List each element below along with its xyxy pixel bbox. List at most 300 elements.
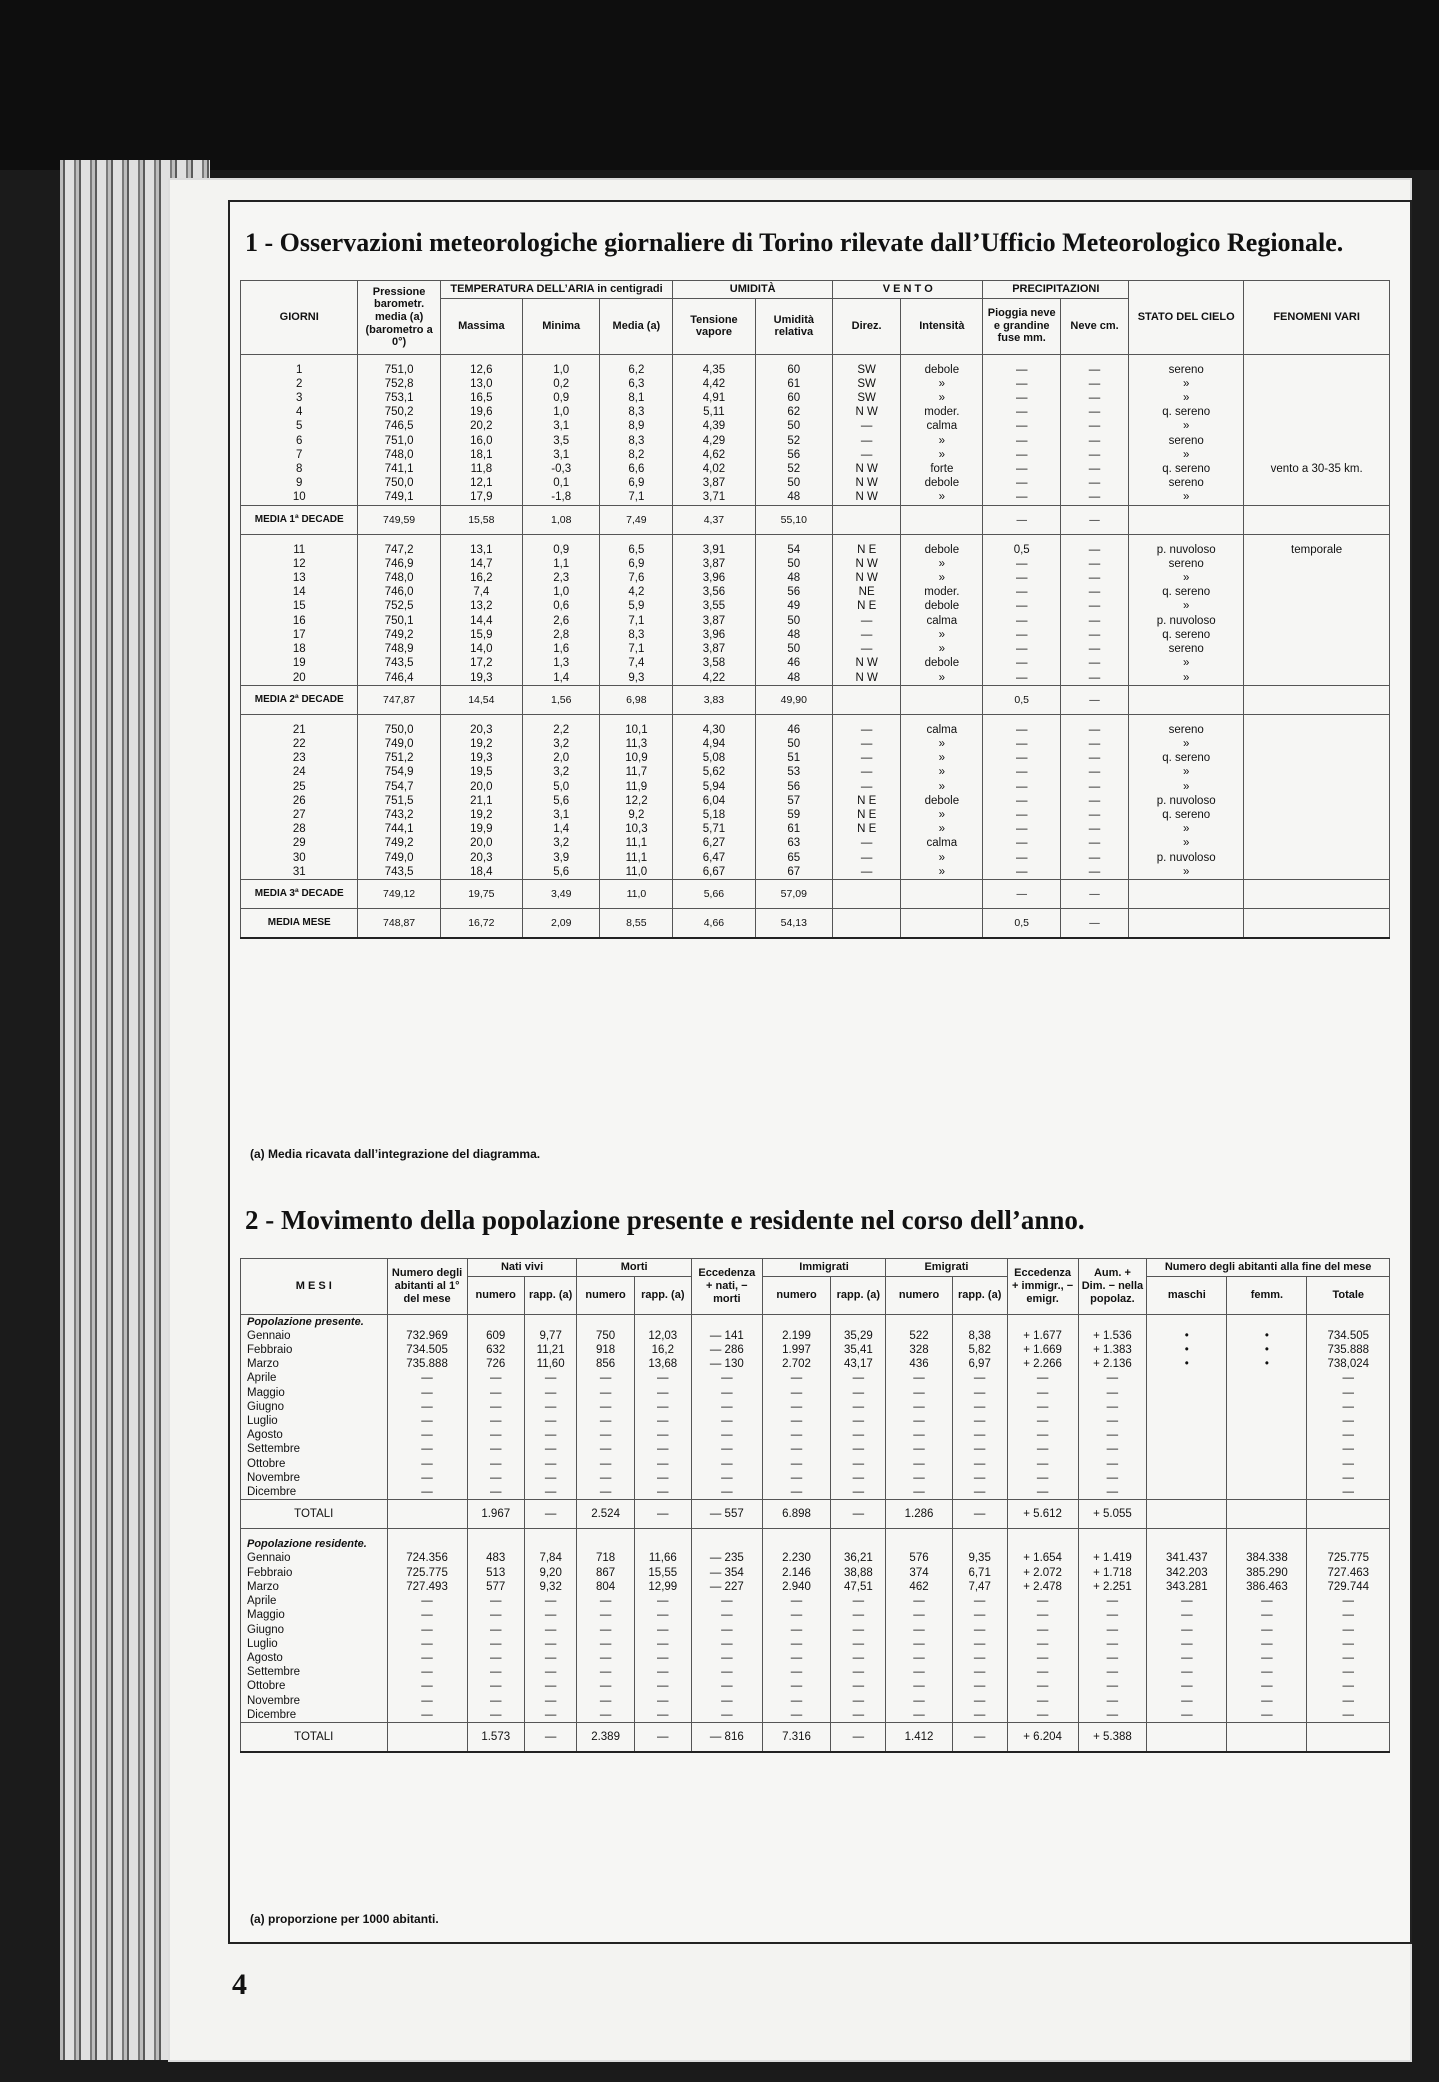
table-cell: — xyxy=(886,1665,952,1679)
table-cell: 2.389 xyxy=(577,1722,634,1752)
table-cell: 3,87 xyxy=(673,642,755,656)
table-cell: 12,2 xyxy=(600,794,673,808)
table-cell: 6.898 xyxy=(762,1500,831,1529)
table-cell: 1.573 xyxy=(467,1722,524,1752)
table-cell: 49,90 xyxy=(755,685,833,714)
table-cell: 6,97 xyxy=(952,1357,1007,1371)
table-cell: — xyxy=(762,1414,831,1428)
table-cell: 1,1 xyxy=(522,557,600,571)
table-cell: • xyxy=(1227,1329,1307,1343)
table-cell: 16,2 xyxy=(634,1343,691,1357)
table-cell: — xyxy=(831,1414,886,1428)
table-cell: — xyxy=(387,1651,467,1665)
table-cell: 60 xyxy=(755,363,833,377)
table-cell: 36,21 xyxy=(831,1551,886,1565)
table-cell: — xyxy=(467,1694,524,1708)
table-cell: Febbraio xyxy=(241,1343,388,1357)
table-cell: — xyxy=(524,1665,577,1679)
table-cell: debole xyxy=(901,543,983,557)
table-cell: — xyxy=(387,1428,467,1442)
table-cell: — xyxy=(387,1708,467,1723)
table-cell: 13,0 xyxy=(440,377,522,391)
table-cell: SW xyxy=(833,377,901,391)
table-cell: 11,60 xyxy=(524,1357,577,1371)
table-cell: — xyxy=(467,1665,524,1679)
presente-section-label: Popolazione presente. xyxy=(241,1314,388,1329)
table-cell: — xyxy=(1147,1651,1227,1665)
table-cell: — xyxy=(1007,1371,1078,1385)
table-cell: 1,0 xyxy=(522,363,600,377)
table-cell: — xyxy=(691,1694,762,1708)
table-cell: 328 xyxy=(886,1343,952,1357)
table-cell: 751,2 xyxy=(358,751,440,765)
table-cell: — xyxy=(1078,1708,1147,1723)
table-cell: + 1.669 xyxy=(1007,1343,1078,1357)
table-cell: — xyxy=(1307,1679,1390,1693)
table-cell: + 5.612 xyxy=(1007,1500,1078,1529)
table-cell: — xyxy=(1060,614,1128,628)
table-cell: 752,5 xyxy=(358,599,440,613)
table-cell: 0,9 xyxy=(522,543,600,557)
table-cell: 918 xyxy=(577,1343,634,1357)
table-cell xyxy=(901,685,983,714)
table-cell xyxy=(833,879,901,908)
table-cell: 732.969 xyxy=(387,1329,467,1343)
table-cell: — xyxy=(886,1623,952,1637)
table-cell: p. nuvoloso xyxy=(1129,851,1244,865)
table-cell: — xyxy=(387,1608,467,1622)
table-row xyxy=(241,642,1390,656)
table-cell: 6,9 xyxy=(600,476,673,490)
section1-title: 1 - Osservazioni meteorologiche giornaliere di Torino rilevate dall’Ufficio Meteorologico Regionale. xyxy=(245,228,1344,257)
table-row xyxy=(241,1566,1390,1580)
table-cell: 9,32 xyxy=(524,1580,577,1594)
table-cell xyxy=(1129,685,1244,714)
table-cell: 48 xyxy=(755,571,833,585)
table-cell: 11,9 xyxy=(600,780,673,794)
table-cell: 11,66 xyxy=(634,1551,691,1565)
table-cell: 5 xyxy=(241,419,358,433)
table-cell: — xyxy=(387,1414,467,1428)
table-cell: — xyxy=(387,1457,467,1471)
table-row xyxy=(241,794,1390,808)
table-cell: 725.775 xyxy=(387,1566,467,1580)
table-cell: — xyxy=(886,1651,952,1665)
table-cell: 374 xyxy=(886,1566,952,1580)
table-cell: — xyxy=(634,1679,691,1693)
table-row xyxy=(241,557,1390,571)
table-cell: 2,3 xyxy=(522,571,600,585)
table-cell: 727.493 xyxy=(387,1580,467,1594)
table-cell: 8 xyxy=(241,462,358,476)
table-cell: debole xyxy=(901,794,983,808)
table-cell: 8,55 xyxy=(600,908,673,938)
table-row xyxy=(241,822,1390,836)
table-cell: — xyxy=(952,1608,1007,1622)
table-cell: 27 xyxy=(241,808,358,822)
table-cell: 729.744 xyxy=(1307,1580,1390,1594)
table-cell: 4,91 xyxy=(673,391,755,405)
table-cell: 1,56 xyxy=(522,685,600,714)
table-cell: 14,7 xyxy=(440,557,522,571)
table-cell: 8,3 xyxy=(600,405,673,419)
table-cell: — xyxy=(952,1637,1007,1651)
table-cell: — xyxy=(634,1722,691,1752)
table-cell: 7,1 xyxy=(600,490,673,505)
table-cell: — xyxy=(983,628,1061,642)
hdr-pressione: Pressione barometr. media (a) (barometro a 0°) xyxy=(358,281,440,355)
table-cell: 46 xyxy=(755,656,833,670)
table-cell: — xyxy=(886,1485,952,1500)
table-cell: 749,0 xyxy=(358,851,440,865)
table-cell: SW xyxy=(833,363,901,377)
hdr-umidita: UMIDITÀ xyxy=(673,281,833,299)
table-cell xyxy=(1129,908,1244,938)
table-cell: 29 xyxy=(241,836,358,850)
table-row xyxy=(241,419,1390,433)
weather-table-body xyxy=(241,354,1390,938)
table-row xyxy=(241,1623,1390,1637)
table-cell: — xyxy=(886,1400,952,1414)
table-cell: 5,11 xyxy=(673,405,755,419)
table-cell: — xyxy=(1007,1694,1078,1708)
table-cell: — xyxy=(1307,1485,1390,1500)
table-cell: — xyxy=(1060,780,1128,794)
table-cell: 1,4 xyxy=(522,822,600,836)
table-cell: — xyxy=(983,557,1061,571)
table-cell: 56 xyxy=(755,780,833,794)
presente-section xyxy=(241,1314,1390,1329)
page-number: 4 xyxy=(232,1968,247,2001)
table-cell: — xyxy=(1060,377,1128,391)
table-cell: 14,0 xyxy=(440,642,522,656)
table-cell: — xyxy=(1078,1471,1147,1485)
table-cell: — xyxy=(1060,476,1128,490)
table-cell: calma xyxy=(901,614,983,628)
table-cell: » xyxy=(901,557,983,571)
table-cell: N W xyxy=(833,476,901,490)
table-row xyxy=(241,363,1390,377)
table-cell xyxy=(1227,1457,1307,1471)
table-cell: Luglio xyxy=(241,1637,388,1651)
table-cell: — xyxy=(691,1708,762,1723)
table-cell: — xyxy=(762,1442,831,1456)
table-cell: 753,1 xyxy=(358,391,440,405)
table-cell: Settembre xyxy=(241,1442,388,1456)
table-cell: — xyxy=(467,1594,524,1608)
table-cell: — xyxy=(1078,1414,1147,1428)
table-cell: 9,2 xyxy=(600,808,673,822)
table-cell: 751,0 xyxy=(358,434,440,448)
table-cell: + 5.055 xyxy=(1078,1500,1147,1529)
table-cell: 749,2 xyxy=(358,628,440,642)
table-cell: — xyxy=(886,1428,952,1442)
table-cell: N E xyxy=(833,822,901,836)
table-cell: 750 xyxy=(577,1329,634,1343)
table-cell: 741,1 xyxy=(358,462,440,476)
table-cell xyxy=(1244,808,1390,822)
table-cell: — xyxy=(762,1485,831,1500)
table-cell: » xyxy=(901,822,983,836)
table-cell: 9,77 xyxy=(524,1329,577,1343)
table-cell: — xyxy=(577,1623,634,1637)
table-cell: TOTALI xyxy=(241,1722,388,1752)
table-cell: — xyxy=(387,1386,467,1400)
table-cell: 0,5 xyxy=(983,908,1061,938)
table-cell: 341.437 xyxy=(1147,1551,1227,1565)
table-cell: 0,5 xyxy=(983,543,1061,557)
table-cell xyxy=(1147,1428,1227,1442)
table-row xyxy=(241,1471,1390,1485)
table-cell: 19,9 xyxy=(440,822,522,836)
table-cell xyxy=(1244,599,1390,613)
table-cell: 8,3 xyxy=(600,628,673,642)
table-row xyxy=(241,599,1390,613)
table-cell: 6 xyxy=(241,434,358,448)
table-cell: — xyxy=(577,1665,634,1679)
table-cell: — xyxy=(1078,1485,1147,1500)
table-cell: Ottobre xyxy=(241,1457,388,1471)
table-cell: — xyxy=(1078,1637,1147,1651)
table-cell: 3,87 xyxy=(673,614,755,628)
table-cell: — xyxy=(983,780,1061,794)
table-cell: — xyxy=(387,1485,467,1500)
table-cell: 718 xyxy=(577,1551,634,1565)
table-cell: » xyxy=(1129,377,1244,391)
table-cell: 2,2 xyxy=(522,723,600,737)
table-cell: 18 xyxy=(241,642,358,656)
table-cell: — xyxy=(983,434,1061,448)
table-cell: — xyxy=(762,1679,831,1693)
table-cell: 56 xyxy=(755,585,833,599)
table-cell: — xyxy=(833,851,901,865)
table-cell: — xyxy=(983,737,1061,751)
table-cell: 752,8 xyxy=(358,377,440,391)
table-cell: — xyxy=(886,1594,952,1608)
table-row xyxy=(241,1414,1390,1428)
table-cell: — xyxy=(634,1386,691,1400)
table-cell: 576 xyxy=(886,1551,952,1565)
table-cell: — xyxy=(387,1471,467,1485)
hdr-imm-numero: numero xyxy=(762,1276,831,1314)
table-cell: — xyxy=(524,1623,577,1637)
table-cell xyxy=(1244,794,1390,808)
table-cell: • xyxy=(1147,1357,1227,1371)
table-cell: 63 xyxy=(755,836,833,850)
table-cell: — xyxy=(1078,1594,1147,1608)
table-cell: 735.888 xyxy=(1307,1343,1390,1357)
table-cell: 1.997 xyxy=(762,1343,831,1357)
population-table-body xyxy=(241,1314,1390,1752)
table-cell: 14,54 xyxy=(440,685,522,714)
table-cell xyxy=(1147,1457,1227,1471)
table-cell: — xyxy=(886,1414,952,1428)
table-cell: 3,55 xyxy=(673,599,755,613)
table-cell: — xyxy=(983,462,1061,476)
table-cell: — xyxy=(1227,1608,1307,1622)
table-cell: 436 xyxy=(886,1357,952,1371)
table-cell xyxy=(1244,585,1390,599)
table-cell: — xyxy=(831,1608,886,1622)
table-cell: • xyxy=(1147,1329,1227,1343)
table-cell: — xyxy=(524,1457,577,1471)
table-cell: — xyxy=(467,1428,524,1442)
table-row xyxy=(241,377,1390,391)
table-cell: » xyxy=(901,391,983,405)
section2-title: 2 - Movimento della popolazione presente e residente nel corso dell’anno. xyxy=(245,1205,1085,1235)
table-cell: — xyxy=(634,1471,691,1485)
table-cell: 7,4 xyxy=(440,585,522,599)
table-cell: 20,0 xyxy=(440,836,522,850)
table-cell: — xyxy=(886,1471,952,1485)
table-cell: — xyxy=(634,1708,691,1723)
table-cell: — xyxy=(524,1651,577,1665)
table-cell: 67 xyxy=(755,865,833,880)
table-cell: — 235 xyxy=(691,1551,762,1565)
table-cell: 1 xyxy=(241,363,358,377)
table-cell: temporale xyxy=(1244,543,1390,557)
table-cell: 10,9 xyxy=(600,751,673,765)
table-cell: + 1.718 xyxy=(1078,1566,1147,1580)
table-cell: 2.199 xyxy=(762,1329,831,1343)
table-row xyxy=(241,1428,1390,1442)
table-cell: 21,1 xyxy=(440,794,522,808)
table-cell: 6,71 xyxy=(952,1566,1007,1580)
table-cell: 13,2 xyxy=(440,599,522,613)
table-cell: 4,62 xyxy=(673,448,755,462)
table-cell: — xyxy=(524,1485,577,1500)
table-cell: — xyxy=(1060,642,1128,656)
table-cell: 10,1 xyxy=(600,723,673,737)
table-cell: 19,75 xyxy=(440,879,522,908)
table-cell xyxy=(1307,1722,1390,1752)
table-cell: — xyxy=(387,1371,467,1385)
table-cell: 746,9 xyxy=(358,557,440,571)
table-cell: — xyxy=(983,836,1061,850)
table-cell: 52 xyxy=(755,434,833,448)
table-cell: — xyxy=(833,448,901,462)
table-cell: 14 xyxy=(241,585,358,599)
table-cell: » xyxy=(1129,490,1244,505)
table-cell: » xyxy=(901,448,983,462)
table-cell: — xyxy=(952,1722,1007,1752)
table-cell: — xyxy=(762,1594,831,1608)
table-cell: 5,0 xyxy=(522,780,600,794)
table-cell: — xyxy=(1078,1623,1147,1637)
table-row xyxy=(241,751,1390,765)
table-cell: » xyxy=(901,671,983,686)
table-cell: — xyxy=(1307,1386,1390,1400)
table-cell: sereno xyxy=(1129,476,1244,490)
table-cell: 35,29 xyxy=(831,1329,886,1343)
table-cell: — xyxy=(1307,1594,1390,1608)
table-cell xyxy=(1129,505,1244,534)
table-cell: — xyxy=(577,1679,634,1693)
table-cell: calma xyxy=(901,723,983,737)
table-cell: — xyxy=(1060,836,1128,850)
table-cell: 6,3 xyxy=(600,377,673,391)
table-cell: — xyxy=(1007,1414,1078,1428)
table-cell: — xyxy=(886,1637,952,1651)
table-cell: — xyxy=(387,1679,467,1693)
table-cell: » xyxy=(901,628,983,642)
table-cell: — xyxy=(952,1665,1007,1679)
table-cell: 7,47 xyxy=(952,1580,1007,1594)
table-cell: — xyxy=(1147,1665,1227,1679)
table-cell: 748,0 xyxy=(358,571,440,585)
table-cell: — xyxy=(1060,448,1128,462)
table-cell: 65 xyxy=(755,851,833,865)
table-cell: — xyxy=(886,1708,952,1723)
table-cell: 746,4 xyxy=(358,671,440,686)
table-cell: 50 xyxy=(755,557,833,571)
table-cell: — xyxy=(467,1442,524,1456)
table-cell: — xyxy=(1078,1371,1147,1385)
table-cell: 749,1 xyxy=(358,490,440,505)
table-cell: — xyxy=(634,1500,691,1529)
table-cell: 609 xyxy=(467,1329,524,1343)
table-cell: — xyxy=(1060,434,1128,448)
table-row xyxy=(241,1485,1390,1500)
table-cell: 5,71 xyxy=(673,822,755,836)
table-cell: — xyxy=(831,1471,886,1485)
table-cell: — xyxy=(833,419,901,433)
table-cell xyxy=(833,685,901,714)
table-cell: — xyxy=(1007,1471,1078,1485)
table-cell: 2 xyxy=(241,377,358,391)
table-cell: — xyxy=(577,1414,634,1428)
table-cell: » xyxy=(1129,391,1244,405)
table-cell: N W xyxy=(833,557,901,571)
table-cell: 12,99 xyxy=(634,1580,691,1594)
hdr-morti-numero: numero xyxy=(577,1276,634,1314)
table-cell: » xyxy=(901,851,983,865)
table-cell: 5,82 xyxy=(952,1343,1007,1357)
table-cell: 11,1 xyxy=(600,851,673,865)
table-cell: — xyxy=(577,1471,634,1485)
table-cell: 4,2 xyxy=(600,585,673,599)
table-cell: 2.940 xyxy=(762,1580,831,1594)
table-cell: 0,1 xyxy=(522,476,600,490)
table-row xyxy=(241,1551,1390,1565)
table-cell: — xyxy=(524,1414,577,1428)
table-cell: » xyxy=(901,434,983,448)
table-cell: 1,6 xyxy=(522,642,600,656)
hdr-tensione: Tensione vapore xyxy=(673,298,755,354)
table-cell: SW xyxy=(833,391,901,405)
table-cell: 46 xyxy=(755,723,833,737)
table-cell: 62 xyxy=(755,405,833,419)
table-cell: — xyxy=(634,1694,691,1708)
hdr-aumento: Aum. + Dim. − nella popolaz. xyxy=(1078,1259,1147,1315)
table-cell: Ottobre xyxy=(241,1679,388,1693)
table-row xyxy=(241,462,1390,476)
table-cell: 384.338 xyxy=(1227,1551,1307,1565)
table-cell: 804 xyxy=(577,1580,634,1594)
table-cell: — 286 xyxy=(691,1343,762,1357)
table-cell: — xyxy=(762,1471,831,1485)
hdr-massima: Massima xyxy=(440,298,522,354)
table-cell: 19,5 xyxy=(440,765,522,779)
table-cell: -0,3 xyxy=(522,462,600,476)
table-row xyxy=(241,490,1390,505)
table-cell: 50 xyxy=(755,737,833,751)
table-row xyxy=(241,1594,1390,1608)
table-cell: — xyxy=(762,1651,831,1665)
table-cell: 16,5 xyxy=(440,391,522,405)
table-cell: q. sereno xyxy=(1129,628,1244,642)
table-row xyxy=(241,808,1390,822)
